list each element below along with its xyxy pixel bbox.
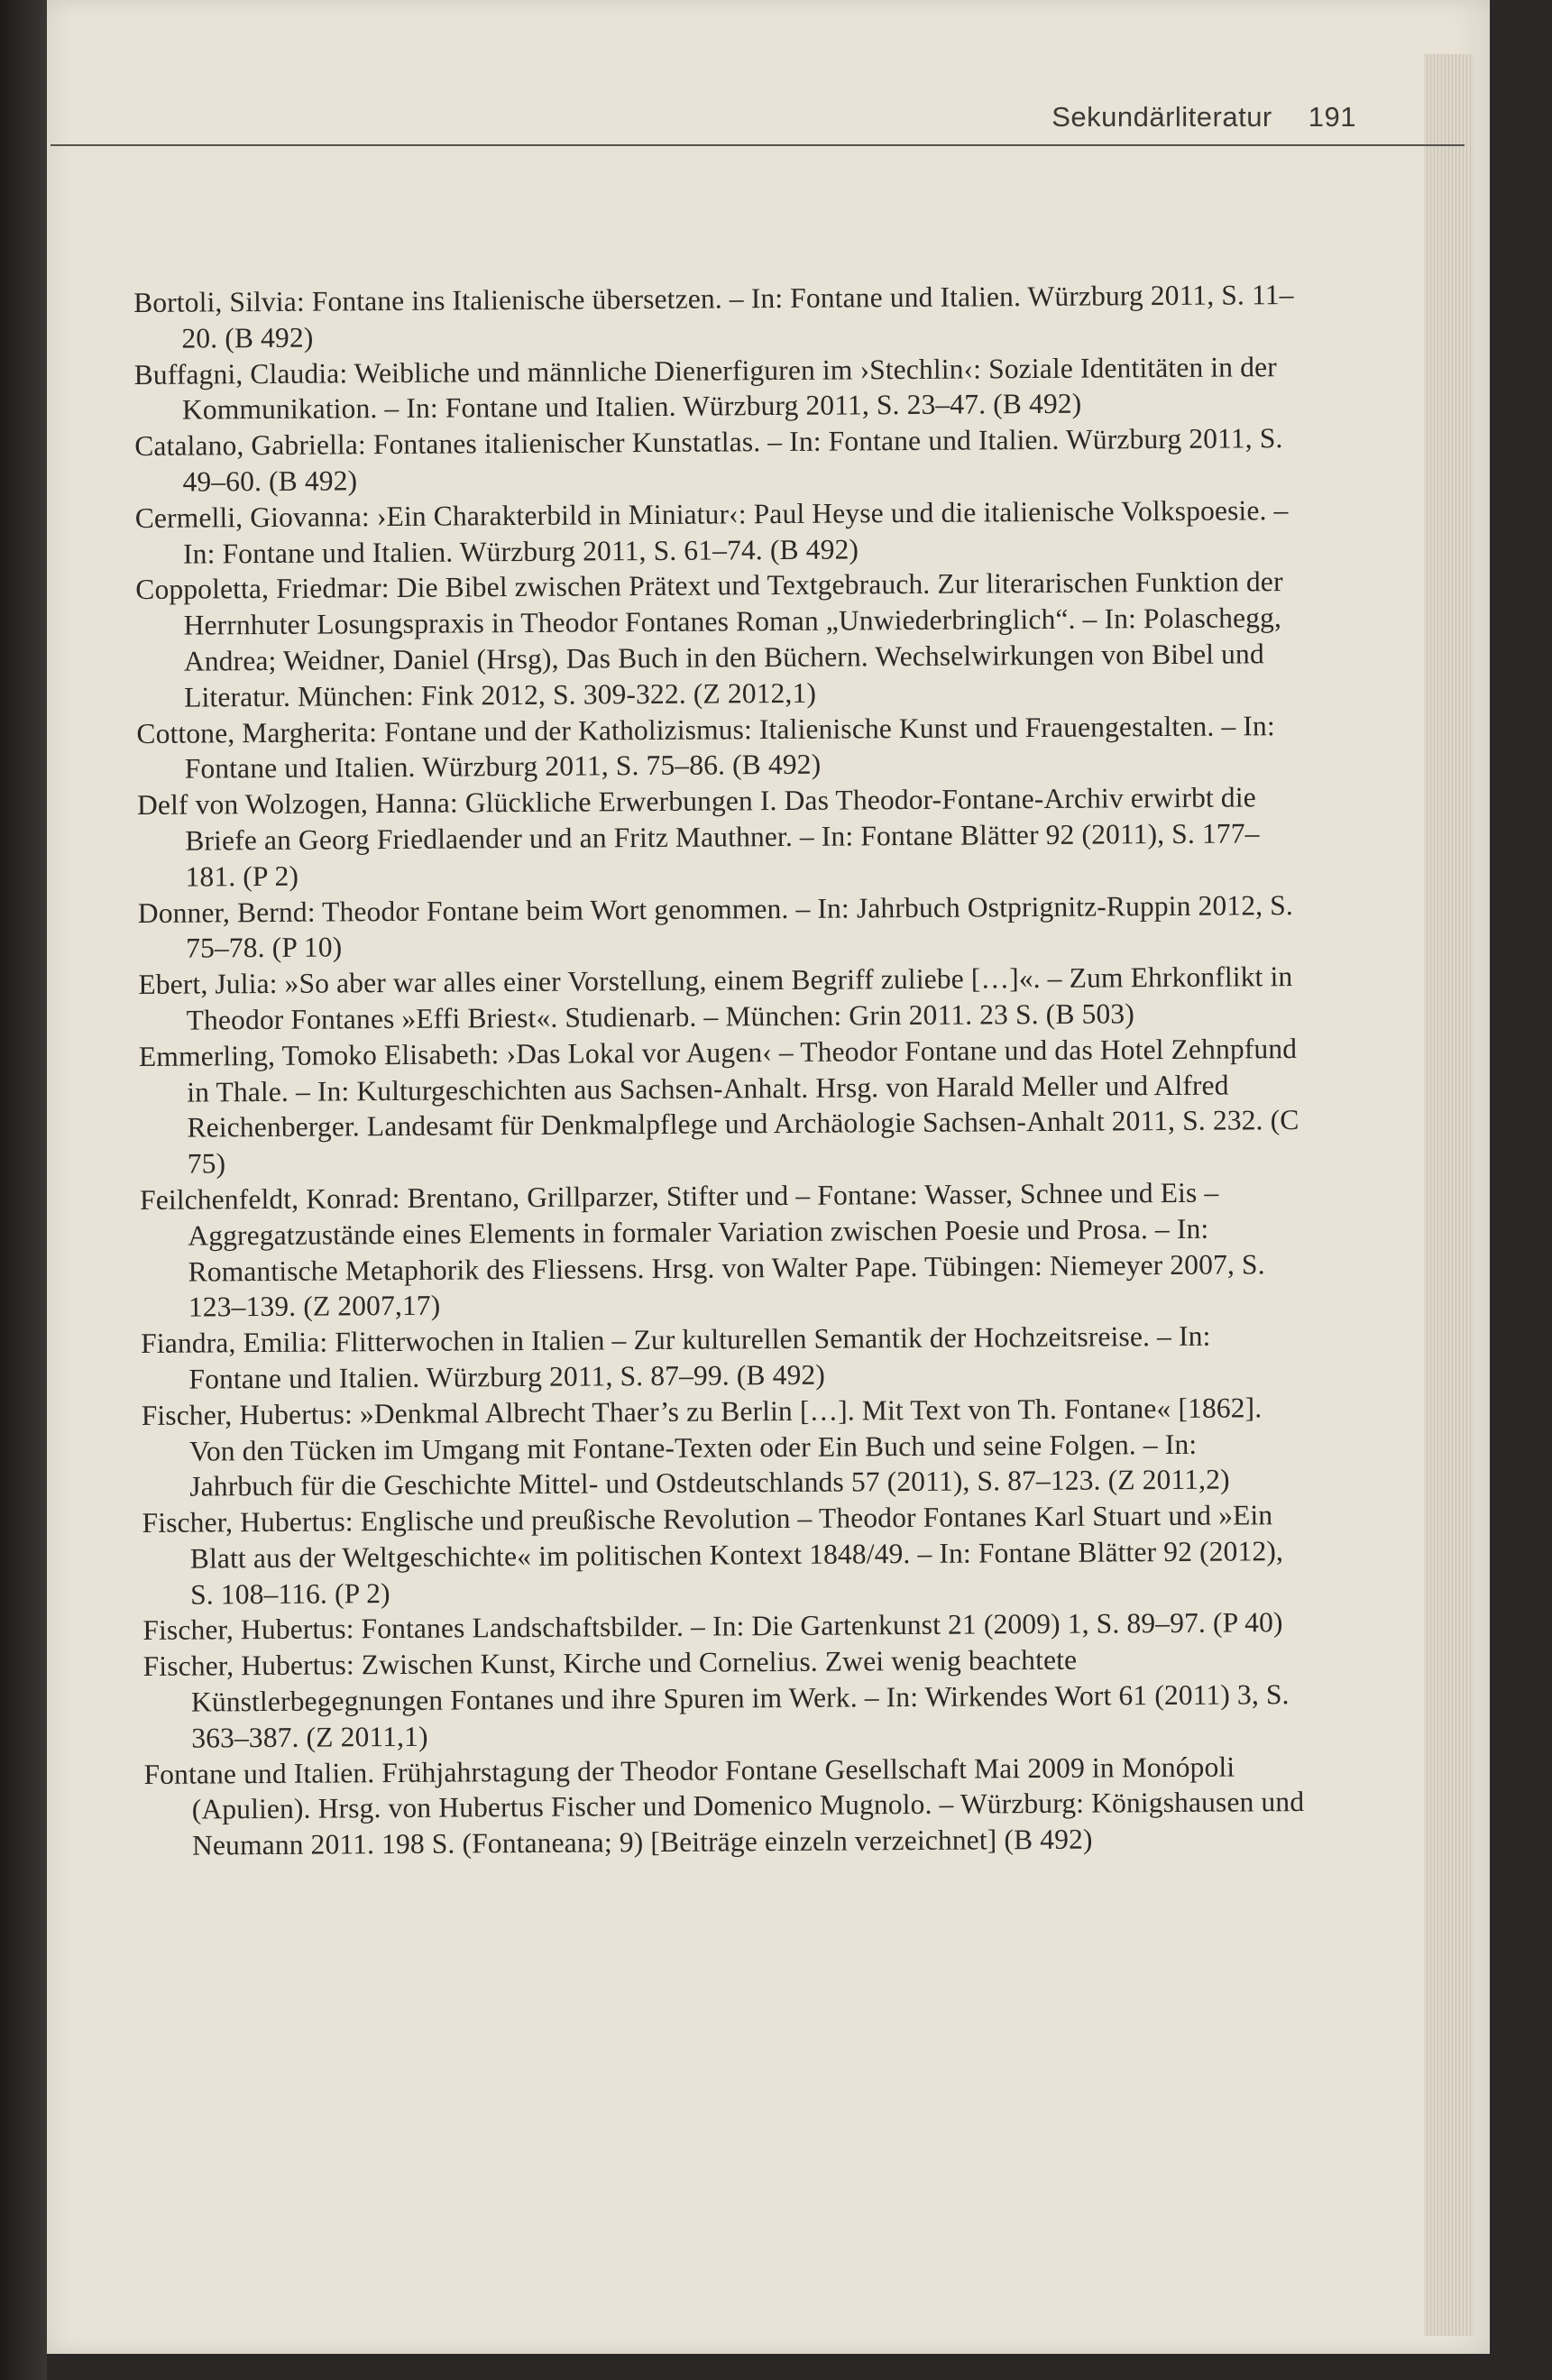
bibliography-entry: Emmerling, Tomoko Elisabeth: ›Das Lokal vor Augen‹ – Theodor Fontane und das Hotel Zehnpfund in Thale. – In: Kulturgeschichten aus Sachsen-Anhalt. Hrsg. von Harald Meller und Alfred Reichenberger. Landesamt für Denkmalpflege und Archäologie Sachsen-Anhalt 2011, S. 232. (C 75) [138,1032,1299,1180]
bibliography-entry: Ebert, Julia: »So aber war alles einer Vorstellung, einem Begriff zuliebe […]«. – Zum Ehrkonflikt in Theodor Fontanes »Effi Briest«. Studienarb. – München: Grin 2011. 23 S. (B 503) [138,960,1293,1036]
bibliography-entry: Delf von Wolzogen, Hanna: Glückliche Erwerbungen I. Das Theodor-Fontane-Archiv erwirbt die Briefe an Georg Friedlaender und an Fritz Mauthner. – In: Fontane Blätter 92 (2011), S. 177–181. (P 2) [136,781,1260,893]
running-title: Sekundärliteratur [1052,101,1272,133]
running-head [1052,101,1356,133]
page-stack-edge [1424,54,1474,2336]
bibliography-entry: Fontane und Italien. Frühjahrstagung der Theodor Fontane Gesellschaft Mai 2009 in Monópoli (Apulien). Hrsg. von Hubertus Fischer und Domenico Mugnolo. – Würzburg: Königshausen und Neumann 2011. 198 S. (Fontaneana; 9) [Beiträge einzeln verzeichnet] (B 492) [143,1751,1305,1861]
bibliography-entry: Donner, Bernd: Theodor Fontane beim Wort genommen. – In: Jahrbuch Ostprignitz-Ruppin 2012, S. 75–78. (P 10) [137,888,1294,964]
page-number: 191 [1308,101,1356,133]
header-rule [51,144,1465,146]
bibliography-entry: Feilchenfeldt, Konrad: Brentano, Grillparzer, Stifter und – Fontane: Wasser, Schnee und Eis – Aggregatzustände eines Elements in formaler Variation zwischen Poesie und Prosa. – In: Romantische Metaphorik des Fliessens. Hrsg. von Walter Pape. Tübingen: Niemeyer 2007, S. 123–139. (Z 2007,17) [139,1176,1265,1323]
bibliography-list [133,277,1308,1864]
bibliography-entry: Fischer, Hubertus: Zwischen Kunst, Kirche und Cornelius. Zwei wenig beachtete Künstlerbegegnungen Fontanes und ihre Spuren im Werk. – In: Wirkendes Wort 61 (2011) 3, S. 363–387. (Z 2011,1) [142,1644,1290,1754]
page-header [47,101,1490,137]
bibliography-entry: Fiandra, Emilia: Flitterwochen in Italien – Zur kulturellen Semantik der Hochzeitsreise. – In: Fontane und Italien. Würzburg 2011, S. 87–99. (B 492) [141,1319,1211,1395]
bibliography-entry: Bortoli, Silvia: Fontane ins Italienische übersetzen. – In: Fontane und Italien. Würzburg 2011, S. 11–20. (B 492) [133,279,1294,354]
bibliography-entry: Cottone, Margherita: Fontane und der Katholizismus: Italienische Kunst und Frauengestalten. – In: Fontane und Italien. Würzburg 2011, S. 75–86. (B 492) [136,709,1275,785]
bibliography-entry: Fischer, Hubertus: Fontanes Landschaftsbilder. – In: Die Gartenkunst 21 (2009) 1, S. 89–97. (P 40) [142,1606,1283,1647]
bibliography-entry: Cermelli, Giovanna: ›Ein Charakterbild in Miniatur‹: Paul Heyse und die italienische Volkspoesie. – In: Fontane und Italien. Würzburg 2011, S. 61–74. (B 492) [134,493,1289,570]
bibliography-entry: Fischer, Hubertus: »Denkmal Albrecht Thaer’s zu Berlin […]. Mit Text von Th. Fontane« [1862]. Von den Tücken im Umgang mit Fontane-Texten oder Ein Buch und seine Folgen. – In: Jahrbuch für die Geschichte Mittel- und Ostdeutschlands 57 (2011), S. 87–123. (Z 2011,2) [141,1391,1263,1502]
bibliography-entry: Coppoletta, Friedmar: Die Bibel zwischen Prätext und Textgebrauch. Zur literarischen Funktion der Herrnhuter Losungspraxis in Theodor Fontanes Roman „Unwiederbringlich“. – In: Polaschegg, Andrea; Weidner, Daniel (Hrsg), Das Buch in den Büchern. Wechselwirkungen von Bibel und Literatur. München: Fink 2012, S. 309-322. (Z 2012,1) [135,565,1283,713]
book-spine-shadow [0,0,47,2380]
bibliography-entry: Catalano, Gabriella: Fontanes italienischer Kunstatlas. – In: Fontane und Italien. Würzburg 2011, S. 49–60. (B 492) [134,422,1283,498]
bibliography-entry: Buffagni, Claudia: Weibliche und männliche Dienerfiguren im ›Stechlin‹: Soziale Identitäten in der Kommunikation. – In: Fontane und Italien. Würzburg 2011, S. 23–47. (B 492) [133,350,1277,427]
bibliography-entry: Fischer, Hubertus: Englische und preußische Revolution – Theodor Fontanes Karl Stuart und »Ein Blatt aus der Weltgeschichte« im politischen Kontext 1848/49. – In: Fontane Blätter 92 (2012), S. 108–116. (P 2) [142,1499,1284,1611]
